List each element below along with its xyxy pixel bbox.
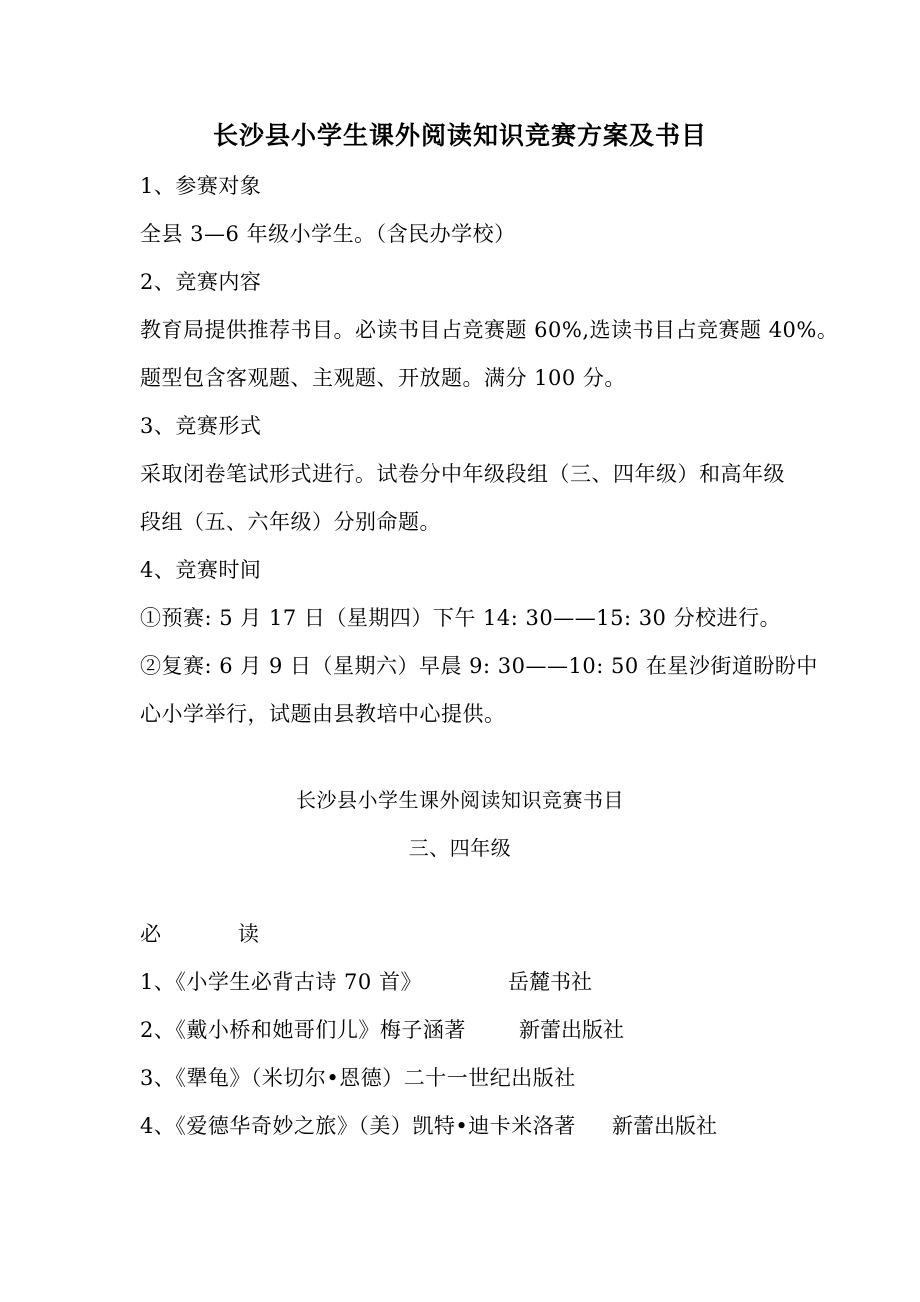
book-item-publisher: 新蕾出版社 (612, 1114, 717, 1138)
book-item-number: 4、 (140, 1114, 176, 1138)
book-item-number: 1、 (140, 970, 176, 994)
document-title: 长沙县小学生课外阅读知识竞赛方案及书目 (212, 121, 707, 150)
book-item-number: 3、 (140, 1066, 176, 1090)
section-text-time-1: ①预赛: 5 月 17 日（星期四）下午 14: 30——15: 30 分校进行。 (140, 606, 782, 630)
book-item-title: 《爱德华奇妙之旅》（美）凯特•迪卡米洛著 (175, 1114, 576, 1138)
section-heading-content: 2、竞赛内容 (140, 270, 262, 294)
book-item (140, 1016, 466, 1044)
section-text-content-2: 题型包含客观题、主观题、开放题。满分 100 分。 (140, 366, 626, 390)
section-text-format-1: 采取闭卷笔试形式进行。试卷分中年级段组（三、四年级）和高年级 (140, 462, 785, 486)
book-item-title: 《戴小桥和她哥们儿》梅子涵著 (175, 1018, 466, 1042)
required-reading-label (140, 920, 259, 948)
section-heading-participants: 1、参赛对象 (140, 174, 262, 198)
book-item-title: 《小学生必背古诗 70 首》 (175, 970, 422, 994)
section-heading-time: 4、竞赛时间 (140, 558, 262, 582)
book-item-title: 《犟龟》（米切尔•恩德）二十一世纪出版社 (175, 1066, 576, 1090)
book-item (140, 1064, 576, 1092)
required-label-part-1: 必 (140, 922, 162, 946)
section-text-format-2: 段组（五、六年级）分别命题。 (140, 510, 441, 534)
booklist-title: 长沙县小学生课外阅读知识竞赛书目 (296, 788, 624, 812)
section-text-time-2: ②复赛: 6 月 9 日（星期六）早晨 9: 30——10: 50 在星沙街道盼盼中 (140, 654, 818, 678)
section-text-time-3: 心小学举行，试题由县教培中心提供。 (140, 702, 506, 726)
book-item (140, 1112, 576, 1140)
book-item-number: 2、 (140, 1018, 176, 1042)
section-text-content-1: 教育局提供推荐书目。必读书目占竞赛题 60%,选读书目占竞赛题 40%。 (140, 318, 839, 342)
book-item-publisher: 新蕾出版社 (519, 1018, 624, 1042)
required-label-part-2: 读 (237, 922, 260, 946)
book-item-publisher: 岳麓书社 (508, 970, 592, 994)
section-heading-format: 3、竞赛形式 (140, 414, 262, 438)
section-text-participants: 全县 3—6 年级小学生。（含民办学校） (140, 222, 516, 246)
book-item (140, 968, 422, 996)
booklist-grade: 三、四年级 (408, 836, 512, 860)
